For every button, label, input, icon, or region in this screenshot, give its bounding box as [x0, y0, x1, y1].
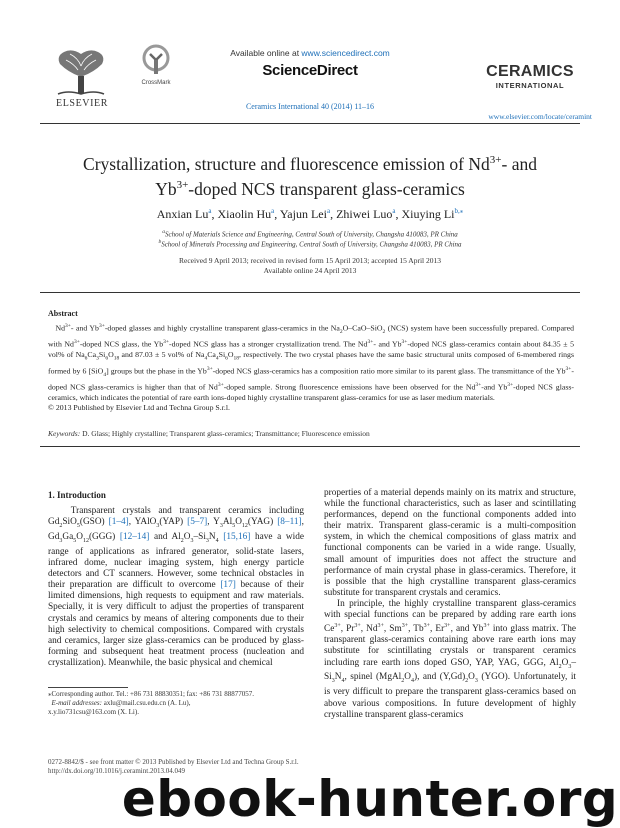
sciencedirect-wordmark: ScienceDirect: [262, 62, 358, 79]
journal-url-link[interactable]: www.elsevier.com/locate/ceramint: [488, 112, 592, 121]
email-links[interactable]: axlu@mail.csu.edu.cn (A. Lu),: [101, 699, 191, 707]
abstract-body: $Nd^{3+}-$ and $Yb^{3+}$-doped glasses and highly crystalline transparent glass-ceramics in the $Na_2O-CaO-SiO_2$ (NCS) system have been successfully prepared. Compared with $Nd^{3+}$-doped NCS glass, the $Yb^{3+}$-doped NCS glass has a stronger crystallization trend. The $Nd^{3+}-$ and $Yb^{3+}$-doped NCS glass-ceramics contain about 84.35 ± 5 vol% of $Na_6Ca_3Si_6O_{18}$ and 87.03 ± 5 vol% of $Na_4Ca_4Si_6O_{18}$, respectively. The two crystal phases have the same basic structural units composed of 6-membered rings formed by 6 [SiO$_4$] groups but the phase in the $Yb^{3+}$-doped NCS glass-ceramics has a composition ratio more similar to its parent glass. The transmittance of the $Yb^{3+}$-doped NCS glass-ceramics is higher than that of $Nd^{3+}$-doped sample. Strong fluorescence emissions have been observed for the $Nd^{3+}$-and $Yb^{3+}$-doped NCS glass-ceramics, which indicates the potential of rare earth ions-doped highly crystalline transparent glass-ceramics for use as laser medium materials. © 2013 Published by Elsevier Ltd and Techna Group S.r.l.: [48, 323, 574, 413]
author-name[interactable]: Xiuying Li: [401, 207, 455, 221]
sciencedirect-link[interactable]: www.sciencedirect.com: [301, 48, 390, 58]
doi-link[interactable]: http://dx.doi.org/10.1016/j.ceramint.2013.04.049: [48, 767, 185, 775]
author-name[interactable]: Anxian Lu: [156, 207, 209, 221]
abstract-copyright: © 2013 Published by Elsevier Ltd and Techna Group S.r.l.: [48, 403, 230, 413]
header-divider: [40, 123, 580, 124]
section-heading: 1. Introduction: [48, 490, 106, 500]
footnote-divider: [48, 687, 128, 688]
affiliation-a: $^a$School of Materials Science and Engineering, Central South of University, Changsha 410083, PR China: [162, 229, 458, 239]
keywords-line: [48, 429, 574, 438]
watermark-text: ebook-hunter.org: [121, 770, 619, 828]
affiliation-b: $^b$School of Minerals Processing and Engineering, Central South of University, Changsha 410083, PR China: [158, 239, 462, 249]
keywords-text: D. Glass; Highly crystalline; Transparent glass-ceramics; Transmittance; Fluorescence emission: [80, 429, 370, 438]
author-list: Anxian Lu$^a$, Xiaolin Hu$^a$, Yajun Lei$^a$, Zhiwei Luo$^a$, Xiuying $Li^{b,⁎}$: [156, 207, 464, 221]
keywords-label: Keywords:: [48, 429, 81, 438]
corresponding-author-footnote: ⁎Corresponding author. Tel.: +86 731 88830351; fax: +86 731 88877057. E-mail addresses: axlu@mail.csu.edu.cn (A. Lu), x.y.lio731csu@163.com (X. Li).: [48, 690, 254, 716]
author-name[interactable]: Yajun Lei: [279, 207, 327, 221]
issn-line: 0272-8842/$ - see front matter © 2013 Published by Elsevier Ltd and Techna Group S.r.l.: [48, 758, 299, 766]
available-online-line: [205, 48, 415, 58]
available-online-date: Available online 24 April 2013: [263, 266, 357, 275]
abstract-heading: Abstract: [48, 309, 78, 318]
intro-right-column: properties of a material depends mainly on its matrix and structure, while the functional characteristics, such as laser and scintillating performances, depend on the functional components added into their matrix. Transparent glass-ceramic is a multi-composition system, in which the chemical compositions of glass matrix and functional components can be varied in a wide range. Usually, small amount of impurities does not affect the structure and performance of main crystal phase in glass-ceramics. Therefore, it is possible that the high crystalline transparent glass-ceramics substitute for transparent crystals and ceramics. In principle, the highly crystalline transparent glass-ceramics with special functions can be prepared by adding rare earth ions $Ce^{3+}$, $Pr^{3+}$, $Nd^{3+}$, $Sm^{3+}$, $Tb^{3+}$, $Er^{3+}$, and $Yb^{3+}$ into glass matrix. The transparent glass-ceramics containing above rare earth ions may substitute for scintillating crystals or transparent ceramics including rare earth ions doped GSO, YAP, YAG, GGG, $Al_2O_3-Si_3N_4$, spinel $(MgAl_2O_4)$, and $(Y,Gd)_2O_3$ (YGO). Unfortunately, it is very difficult to prepare the transparent glass-ceramics based on above various compositions. In future development of highly crystalline transparent glass-ceramics: [324, 488, 576, 720]
journal-citation-link[interactable]: Ceramics International 40 (2014) 11–16: [245, 102, 375, 111]
abstract-top-divider: [40, 292, 580, 293]
author-name[interactable]: Xiaolin Hu: [217, 207, 272, 221]
crossmark-label: CrossMark: [141, 80, 171, 86]
available-prefix: Available online at: [230, 48, 302, 58]
elsevier-tree-logo: [48, 46, 114, 98]
author-name[interactable]: Zhiwei Luo: [336, 207, 393, 221]
journal-logo-title: CERAMICS: [486, 63, 574, 80]
keywords-bottom-divider: [40, 446, 580, 447]
article-title: Crystallization, structure and fluorescence emission of $Nd^{3+}-$ and $Yb^{3+}$-doped NCS transparent glass-ceramics: [83, 153, 537, 199]
crossmark-icon[interactable]: [142, 44, 170, 78]
journal-logo-subtitle: INTERNATIONAL: [495, 81, 565, 90]
elsevier-wordmark: ELSEVIER: [55, 98, 109, 109]
intro-left-column: Transparent crystals and transparent ceramics including $Gd_2SiO_5(GSO)$ [1–4], YAlO$_3$(YAP) [5–7], $Y_3Al_5O_{12}(YAG)$ [8–11], $Gd_3Ga_5O_{12}(GGG)$ [12–14] and $Al_2O_3-Si_3N_4$ [15,16] have a wide range of applications as infrared generator, solid-state lasers, infrared dome, nuclear imaging system, high energy particle detectors and CT scanners. However, some technical obstacles in their preparation are difficult to overcome [17] because of their limited dimensions, high requests to equipment and raw materials. Specially, it is very difficult to adjust the properties of transparent crystals and ceramics by means of altering components due to their high selectivity to chemical compositions. Compared with crystals and ceramics, larger size glass-ceramics can be produced by glass-forming and subsequent heat treatment process (nucleation and crystallization). Meanwhile, the basic physical and chemical: [48, 506, 304, 668]
email-link-2[interactable]: x.y.lio731csu@163.com (X. Li).: [48, 708, 139, 716]
received-dates: Received 9 April 2013; received in revised form 15 April 2013; accepted 15 April 2013: [178, 256, 442, 265]
